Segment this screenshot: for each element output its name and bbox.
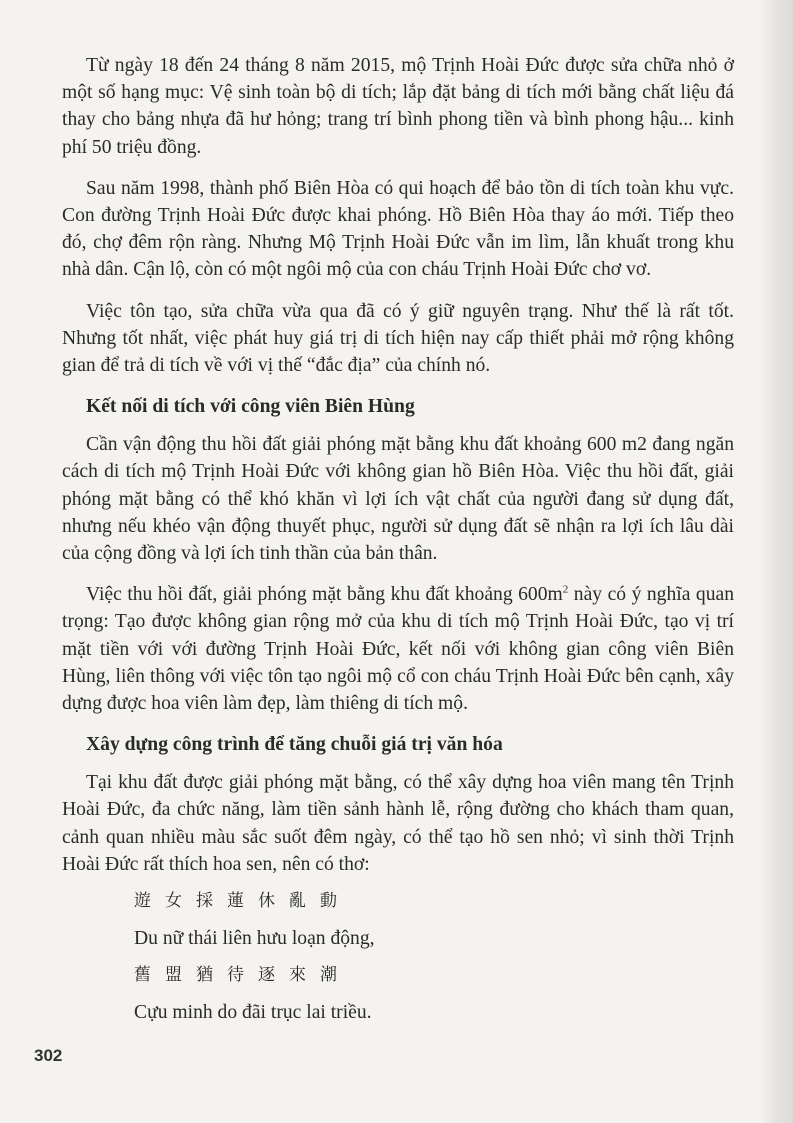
paragraph-after-1998: Sau năm 1998, thành phố Biên Hòa có qui hoạch để bảo tồn di tích toàn khu vực. Con đường Trịnh Hoài Đức được khai phóng. Hồ Biên Hòa thay áo mới. Tiếp theo đó, chợ đêm rộn ràng. Nhưng Mộ Trịnh Hoài Đức vẫn im lìm, lẫn khuất trong khu nhà dân. Cận lộ, còn có một ngôi mộ của con cháu Trịnh Hoài Đức chơ vơ.	[62, 177, 734, 281]
text-segment: này có ý nghĩa quan trọng: Tạo được không gian rộng mở của khu di tích mộ Trịnh Hoài Đức, tạo vị trí mặt tiền với với đường Trịnh Hoài Đức, kết nối với không gian công viên Biên Hùng, liên thông với việc tôn tạo ngôi mộ cổ con cháu Trịnh Hoài Đức bên cạnh, xây dựng được hoa viên làm đẹp, làm thiêng di tích mộ.	[62, 584, 734, 715]
page-edge-shadow	[759, 0, 793, 1123]
paragraph-restoration: Việc tôn tạo, sửa chữa vừa qua đã có ý giữ nguyên trạng. Như thế là rất tốt. Nhưng tốt nhất, việc phát huy giá trị di tích hiện nay cấp thiết phải mở rộng không gian để trả di tích về với vị thế “đắc địa” của chính nó.	[62, 300, 734, 377]
text-segment: Việc thu hồi đất, giải phóng mặt bằng khu đất khoảng 600m	[86, 584, 563, 606]
poem-line-2-han: 舊盟猶待逐來潮	[134, 965, 351, 986]
paragraph-flower-garden: Tại khu đất được giải phóng mặt bằng, có thể xây dựng hoa viên mang tên Trịnh Hoài Đức, đa chức năng, làm tiền sảnh hành lễ, rộng đường cho khách tham quan, cảnh quan nhiều màu sắc suốt đêm ngày, có thể tạo hồ sen nhỏ; vì sinh thời Trịnh Hoài Đức rất thích hoa sen, nên có thơ:	[62, 772, 734, 875]
page-number: 302	[34, 1046, 63, 1065]
superscript-two: 2	[562, 583, 569, 596]
paragraph-land-recovery: Cần vận động thu hồi đất giải phóng mặt bằng khu đất khoảng 600 m2 đang ngăn cách di tích mộ Trịnh Hoài Đức với không gian hồ Biên Hòa. Việc thu hồi đất, giải phóng mặt bằng có thể khó khăn vì lợi ích vật chất của người đang sử dụng đất, nhưng nếu khéo vận động thuyết phục, người sử dụng đất sẽ nhận ra lợi ích lâu dài của cộng đồng và lợi ích tinh thần của bản thân.	[62, 434, 734, 565]
poem-block	[62, 888, 734, 1026]
poem-line-2-viet: Cựu minh do đãi trục lai triều.	[134, 1002, 372, 1024]
page-body	[62, 52, 734, 1036]
section-heading-cultural-value: Xây dựng công trình để tăng chuỗi giá trị văn hóa	[86, 734, 503, 756]
paragraph-land-significance	[62, 581, 734, 717]
paragraph-repair-2015: Từ ngày 18 đến 24 tháng 8 năm 2015, mộ Trịnh Hoài Đức được sửa chữa nhỏ ở một số hạng mục: Vệ sinh toàn bộ di tích; lắp đặt bảng di tích mới bằng chất liệu đá thay cho bảng nhựa đã hư hỏng; trang trí bình phong tiền và bình phong hậu... kinh phí 50 triệu đồng.	[62, 55, 734, 158]
section-heading-connect-park: Kết nối di tích với công viên Biên Hùng	[86, 396, 415, 418]
poem-line-1-viet: Du nữ thái liên hưu loạn động,	[134, 928, 375, 950]
poem-line-1-han: 遊女採蓮休亂動	[134, 891, 351, 912]
